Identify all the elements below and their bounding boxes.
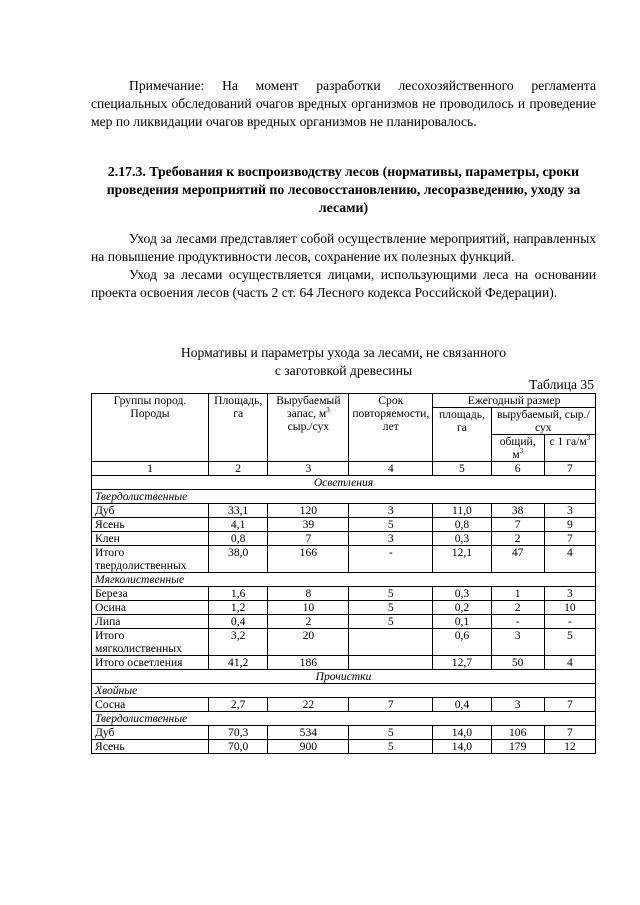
value-cell: 10 [268, 601, 349, 615]
species-cell: Дуб [92, 726, 209, 740]
value-cell: 5 [349, 726, 433, 740]
group-row [92, 712, 596, 726]
species-cell: Клен [92, 532, 209, 546]
column-number: 5 [433, 462, 491, 476]
value-cell: 50 [491, 656, 544, 670]
table-row [92, 587, 596, 601]
header-felled-stock-sup: 3 [326, 406, 330, 415]
value-cell: 14,0 [433, 726, 491, 740]
group-title: Твердолиственные [92, 712, 596, 726]
species-cell: Итого осветления [92, 656, 209, 670]
species-cell: Дуб [92, 504, 209, 518]
value-cell: 70,3 [208, 726, 268, 740]
header-felled-stock-text: Вырубаемый запас, м [276, 394, 341, 420]
value-cell: 7 [268, 532, 349, 546]
column-number: 3 [268, 462, 349, 476]
value-cell: 22 [268, 698, 349, 712]
body-text [91, 230, 596, 302]
group-title: Мягколиственные [92, 573, 596, 587]
value-cell: 12,7 [433, 656, 491, 670]
value-cell: 0,2 [433, 601, 491, 615]
value-cell: 3 [491, 698, 544, 712]
header-annual-cut: вырубаемый, сыр./ сух [491, 408, 595, 435]
value-cell: 7 [544, 698, 595, 712]
table-caption [91, 344, 596, 380]
value-cell: 3 [349, 504, 433, 518]
table-row [92, 698, 596, 712]
value-cell: 5 [349, 587, 433, 601]
header-repeat-period: Срок повторяемости, лет [349, 394, 433, 462]
table-caption-line: с заготовкой древесины [274, 363, 413, 378]
value-cell: 2 [268, 615, 349, 629]
value-cell: 2 [491, 532, 544, 546]
value-cell: 106 [491, 726, 544, 740]
column-number: 6 [491, 462, 544, 476]
value-cell: 9 [544, 518, 595, 532]
value-cell: - [491, 615, 544, 629]
group-row [92, 684, 596, 698]
value-cell: - [544, 615, 595, 629]
table-row [92, 629, 596, 656]
value-cell: 11,0 [433, 504, 491, 518]
header-total-sup: 3 [519, 447, 524, 456]
value-cell: 39 [268, 518, 349, 532]
value-cell: - [349, 546, 433, 573]
value-cell: 4,1 [208, 518, 268, 532]
value-cell: 4 [544, 546, 595, 573]
header-per-ha-sup: 3 [586, 434, 591, 443]
value-cell: 2,7 [208, 698, 268, 712]
header-total-text: общий, м [499, 435, 536, 461]
table-header [92, 394, 596, 476]
table-caption-line: Нормативы и параметры ухода за лесами, не связанного [180, 345, 507, 360]
value-cell: 7 [544, 532, 595, 546]
value-cell: 14,0 [433, 740, 491, 754]
value-cell: 5 [544, 629, 595, 656]
value-cell: 1,2 [208, 601, 268, 615]
value-cell: 12,1 [433, 546, 491, 573]
header-per-ha-text: с 1 га/м [549, 435, 587, 448]
column-number-row [92, 462, 596, 476]
group-row [92, 490, 596, 504]
species-cell: Ясень [92, 740, 209, 754]
value-cell: 1 [491, 587, 544, 601]
species-cell: Ясень [92, 518, 209, 532]
header-area: Площадь, га [208, 394, 268, 462]
value-cell: 3 [491, 629, 544, 656]
header-annual-area: площадь, га [433, 408, 491, 462]
value-cell: 7 [544, 726, 595, 740]
value-cell: 41,2 [208, 656, 268, 670]
note-paragraph: Примечание: На момент разработки лесохозяйственного регламента специальных обследований очагов вредных организмов не проводилось и проведение мер по ликвидации очагов вредных организмов не планировалось. [91, 78, 596, 129]
value-cell: 7 [349, 698, 433, 712]
section-title: Прочистки [92, 670, 596, 684]
species-cell: Береза [92, 587, 209, 601]
value-cell [349, 629, 433, 656]
table-row [92, 726, 596, 740]
species-cell: Итого твердолиственных [92, 546, 209, 573]
value-cell [349, 656, 433, 670]
value-cell: 0,8 [208, 532, 268, 546]
value-cell: 38 [491, 504, 544, 518]
header-per-ha [544, 435, 595, 462]
value-cell: 5 [349, 601, 433, 615]
value-cell: 0,8 [433, 518, 491, 532]
column-number: 1 [92, 462, 209, 476]
table-row [92, 504, 596, 518]
value-cell: 900 [268, 740, 349, 754]
value-cell: 7 [491, 518, 544, 532]
species-cell: Итого мягколиственных [92, 629, 209, 656]
value-cell: 47 [491, 546, 544, 573]
section-title: Осветления [92, 476, 596, 490]
value-cell: 3 [349, 532, 433, 546]
header-species: Группы пород. Породы [92, 394, 209, 462]
table-row [92, 518, 596, 532]
value-cell: 0,4 [433, 698, 491, 712]
value-cell: 0,4 [208, 615, 268, 629]
table-row [92, 532, 596, 546]
value-cell: 5 [349, 740, 433, 754]
forest-care-table [91, 393, 596, 754]
paragraph: Уход за лесами представляет собой осуществление мероприятий, направленных на повышение продуктивности лесов, сохранение их полезных функций. [91, 231, 596, 264]
species-cell: Липа [92, 615, 209, 629]
value-cell: 120 [268, 504, 349, 518]
value-cell: 5 [349, 518, 433, 532]
value-cell: 3,2 [208, 629, 268, 656]
group-title: Хвойные [92, 684, 596, 698]
value-cell: 2 [491, 601, 544, 615]
value-cell: 0,3 [433, 587, 491, 601]
value-cell: 534 [268, 726, 349, 740]
paragraph: Уход за лесами осуществляется лицами, использующими леса на основании проекта освоения лесов (часть 2 ст. 64 Лесного кодекса Российской Федерации). [91, 267, 596, 300]
value-cell: 186 [268, 656, 349, 670]
table-row [92, 546, 596, 573]
column-number: 7 [544, 462, 595, 476]
value-cell: 0,6 [433, 629, 491, 656]
value-cell: 0,3 [433, 532, 491, 546]
group-title: Твердолиственные [92, 490, 596, 504]
value-cell: 12 [544, 740, 595, 754]
value-cell: 3 [544, 504, 595, 518]
table-row [92, 656, 596, 670]
value-cell: 166 [268, 546, 349, 573]
value-cell: 5 [349, 615, 433, 629]
value-cell: 1,6 [208, 587, 268, 601]
value-cell: 20 [268, 629, 349, 656]
header-total [491, 435, 544, 462]
section-row [92, 670, 596, 684]
section-heading: 2.17.3. Требования к воспроизводству лесов (нормативы, параметры, сроки проведения мероприятий по лесовосстановлению, лесоразведению, уходу за лесами) [106, 164, 581, 215]
value-cell: 0,1 [433, 615, 491, 629]
value-cell: 33,1 [208, 504, 268, 518]
value-cell: 4 [544, 656, 595, 670]
value-cell: 8 [268, 587, 349, 601]
table-row [92, 615, 596, 629]
value-cell: 38,0 [208, 546, 268, 573]
species-cell: Сосна [92, 698, 209, 712]
value-cell: 3 [544, 587, 595, 601]
header-felled-stock [268, 394, 349, 462]
table-row [92, 740, 596, 754]
value-cell: 10 [544, 601, 595, 615]
species-cell: Осина [92, 601, 209, 615]
header-felled-stock-unit: сыр./сух [287, 420, 330, 433]
column-number: 4 [349, 462, 433, 476]
header-annual-size: Ежегодный размер [433, 394, 596, 408]
table-body [92, 476, 596, 754]
section-row [92, 476, 596, 490]
table-number: Таблица 35 [529, 377, 594, 392]
column-number: 2 [208, 462, 268, 476]
group-row [92, 573, 596, 587]
table-row [92, 601, 596, 615]
value-cell: 179 [491, 740, 544, 754]
value-cell: 70,0 [208, 740, 268, 754]
